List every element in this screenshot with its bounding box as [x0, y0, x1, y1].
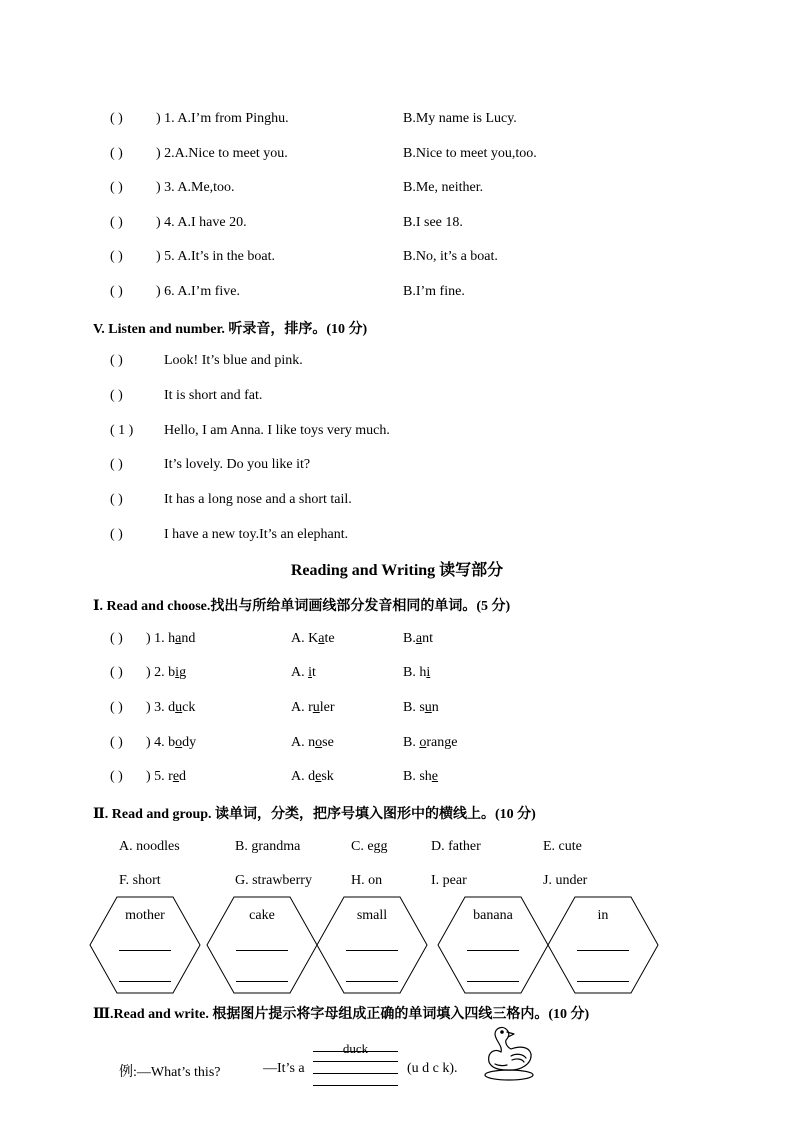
answer-paren[interactable]: ( ) — [110, 249, 123, 264]
list-item — [0, 527, 794, 547]
list-item — [0, 735, 794, 755]
section-v-title: V. Listen and number. 听录音，排序。(10 分) — [93, 322, 368, 337]
list-item — [0, 457, 794, 477]
list-item — [0, 111, 794, 131]
answer-paren[interactable]: ( ) — [110, 735, 123, 750]
list-item — [0, 388, 794, 408]
word-option: F. short — [119, 873, 161, 888]
list-item — [0, 492, 794, 512]
option-a: A. it — [291, 665, 316, 680]
hexagon-label: banana — [473, 908, 513, 923]
hexagon-label: in — [597, 908, 609, 923]
answer-paren[interactable]: ( ) — [110, 284, 123, 299]
hexagon-label: cake — [249, 908, 275, 923]
answer-blank[interactable] — [346, 981, 398, 982]
example-answer-prefix: —It’s a — [263, 1061, 305, 1076]
word-option: A. noodles — [119, 839, 180, 854]
hexagon-group — [547, 896, 659, 994]
option-a: ) 4. A.I have 20. — [156, 215, 247, 230]
option-b: B.I see 18. — [403, 215, 463, 230]
list-item — [0, 284, 794, 304]
answer-paren[interactable]: ( ) — [110, 700, 123, 715]
word-option: J. under — [543, 873, 588, 888]
answer-blank[interactable] — [119, 950, 171, 951]
answer-blank[interactable] — [467, 981, 519, 982]
option-b: B. she — [403, 769, 439, 784]
answer-blank[interactable] — [236, 981, 288, 982]
option-a: ) 3. A.Me,too. — [156, 180, 235, 195]
sentence: It has a long nose and a short tail. — [164, 492, 352, 507]
sentence: I have a new toy.It’s an elephant. — [164, 527, 349, 542]
answer-paren[interactable]: ( ) — [110, 388, 123, 403]
section-2-title: Ⅱ. Read and group. 读单词，分类，把序号填入图形中的横线上。(10 分) — [93, 807, 536, 822]
answer-paren[interactable]: ( ) — [110, 111, 123, 126]
answer-blank[interactable] — [467, 950, 519, 951]
option-a: ) 5. A.It’s in the boat. — [156, 249, 275, 264]
word-option: D. father — [431, 839, 481, 854]
option-a: A. ruler — [291, 700, 335, 715]
answer-blank[interactable] — [346, 950, 398, 951]
word-option: G. strawberry — [235, 873, 312, 888]
given-word: ) 5. red — [146, 769, 187, 784]
duck-icon — [481, 1024, 537, 1087]
option-b: B.No, it’s a boat. — [403, 249, 498, 264]
list-item — [0, 180, 794, 200]
option-b: B.I’m fine. — [403, 284, 465, 299]
word-option: H. on — [351, 873, 383, 888]
option-b: B.Me, neither. — [403, 180, 484, 195]
list-item — [0, 249, 794, 269]
answer-blank[interactable] — [577, 981, 629, 982]
option-b: B. orange — [403, 735, 458, 750]
example-question: 例:—What’s this? — [119, 1065, 221, 1080]
reading-writing-title: Reading and Writing 读写部分 — [290, 562, 504, 579]
answer-paren[interactable]: ( ) — [110, 492, 123, 507]
answer-paren[interactable]: ( ) — [110, 769, 123, 784]
answer-paren[interactable]: ( ) — [110, 457, 123, 472]
answer-paren[interactable]: ( ) — [110, 215, 123, 230]
option-a: A. desk — [291, 769, 334, 784]
hexagon-group — [206, 896, 318, 994]
example-word: duck — [342, 1041, 369, 1056]
option-b: B.My name is Lucy. — [403, 111, 517, 126]
list-item — [0, 631, 794, 651]
word-option: E. cute — [543, 839, 582, 854]
answer-paren[interactable]: ( ) — [110, 527, 123, 542]
given-word: ) 3. duck — [146, 700, 196, 715]
answer-paren[interactable]: ( ) — [110, 146, 123, 161]
option-b: B. hi — [403, 665, 431, 680]
answer-paren[interactable]: ( ) — [110, 353, 123, 368]
list-item — [0, 353, 794, 373]
hexagon-label: mother — [125, 908, 165, 923]
section-1-title: Ⅰ. Read and choose.找出与所给单词画线部分发音相同的单词。(5 分) — [93, 599, 511, 614]
word-option: I. pear — [431, 873, 467, 888]
word-option: B. grandma — [235, 839, 301, 854]
hexagon-label: small — [356, 908, 388, 923]
option-a: ) 1. A.I’m from Pinghu. — [156, 111, 289, 126]
answer-blank[interactable] — [577, 950, 629, 951]
answer-blank[interactable] — [236, 950, 288, 951]
option-b: B. sun — [403, 700, 439, 715]
word-bank-row — [0, 873, 794, 893]
list-item — [0, 423, 794, 443]
list-item — [0, 146, 794, 166]
sentence: Look! It’s blue and pink. — [164, 353, 303, 368]
answer-paren[interactable]: ( ) — [110, 631, 123, 646]
answer-blank[interactable] — [119, 981, 171, 982]
hexagon-group — [437, 896, 549, 994]
list-item — [0, 769, 794, 789]
letter-hint: (u d c k). — [407, 1061, 458, 1076]
given-word: ) 2. big — [146, 665, 187, 680]
sentence: It is short and fat. — [164, 388, 263, 403]
option-a: A. Kate — [291, 631, 335, 646]
list-item — [0, 215, 794, 235]
option-a: A. nose — [291, 735, 334, 750]
hexagon-group — [316, 896, 428, 994]
option-a: ) 6. A.I’m five. — [156, 284, 240, 299]
given-word: ) 1. hand — [146, 631, 196, 646]
hexagon-group — [89, 896, 201, 994]
list-item — [0, 700, 794, 720]
word-bank-row — [0, 839, 794, 859]
option-a: ) 2.A.Nice to meet you. — [156, 146, 288, 161]
answer-paren[interactable]: ( ) — [110, 665, 123, 680]
answer-paren[interactable]: ( ) — [110, 180, 123, 195]
list-item — [0, 665, 794, 685]
sentence: It’s lovely. Do you like it? — [164, 457, 311, 472]
sentence: Hello, I am Anna. I like toys very much. — [164, 423, 390, 438]
option-b: B.ant — [403, 631, 433, 646]
word-option: C. egg — [351, 839, 388, 854]
section-3-title: Ⅲ.Read and write. 根据图片提示将字母组成正确的单词填入四线三格内。(10 分) — [93, 1007, 590, 1022]
given-word: ) 4. body — [146, 735, 197, 750]
answer-paren[interactable]: ( 1 ) — [110, 423, 134, 438]
option-b: B.Nice to meet you,too. — [403, 146, 537, 161]
